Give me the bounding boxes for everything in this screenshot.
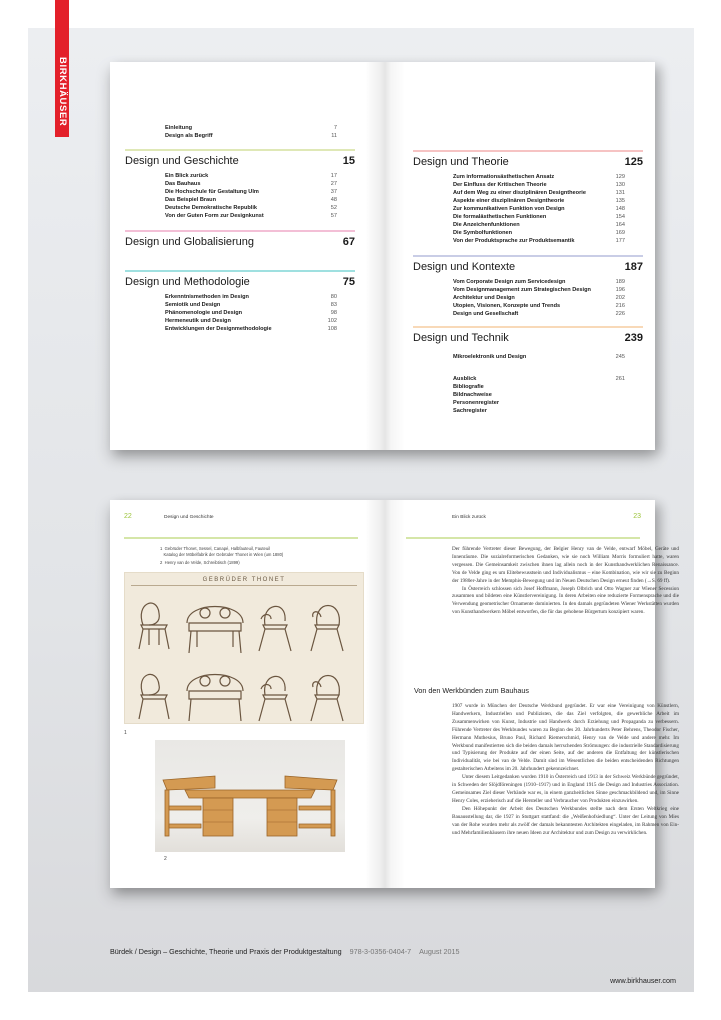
page-number-right: 23 — [633, 513, 641, 520]
toc-chapter-methodologie — [125, 270, 355, 334]
figure-number-1: 1 — [124, 730, 127, 736]
thonet-catalog-image — [124, 572, 364, 724]
toc-entry[interactable]: Von der Guten Form zur Designkunst 57 — [165, 212, 337, 219]
paragraph: Unter diesem Leitgedanken wurden 1910 in Österreich und 1913 in der Schweiz Werkbünde gegründet, in Schweden der Slöjdföreningen (1910–1917) und in England 1915 die Design and Industries Association. Gemeinsames Ziel dieser Verbände war es, in einem ganzheitlichen Sinne geschmackbildend und, im Sinne Henry Coles, erzieherisch auf die Hersteller und Verbraucher von Produkten einzuwirken. — [452, 774, 679, 804]
section-heading: Von den Werkbünden zum Bauhaus — [414, 686, 529, 695]
body-text-top — [452, 546, 679, 617]
spine-shadow — [365, 62, 405, 450]
chapter-heading[interactable]: Design und Theorie 125 — [413, 155, 643, 168]
toc-entry[interactable]: Bildnachweise — [453, 392, 492, 398]
catalog-title: GEBRÜDER THONET — [202, 577, 286, 583]
bentwood-chairs-illustration — [125, 573, 364, 724]
figure-number-2: 2 — [164, 856, 167, 862]
isbn: 978-3-0356-0404-7 — [349, 947, 412, 956]
toc-spread — [110, 62, 655, 450]
toc-entry[interactable]: Die Hochschule für Gestaltung Ulm 37 — [165, 188, 337, 195]
toc-entry[interactable]: Design und Gesellschaft 226 — [453, 310, 625, 317]
toc-entry[interactable]: Von der Produktsprache zur Produktsemantik 177 — [453, 237, 625, 244]
chapter-heading[interactable]: Design und Globalisierung 67 — [125, 235, 355, 248]
book-title: Bürdek / Design – Geschichte, Theorie und Praxis der Produktgestaltung — [110, 947, 342, 956]
toc-chapter-theorie — [413, 150, 643, 246]
spine-shadow — [365, 500, 405, 888]
body-text-bottom — [452, 703, 679, 837]
toc-chapter-geschichte — [125, 149, 355, 221]
chapter-heading[interactable]: Design und Methodologie 75 — [125, 275, 355, 288]
paragraph: In Österreich schlossen sich Josef Hoffmann, Joseph Olbrich und Otto Wagner zur Wiener Secession zusammen und bildeten eine Künstlervereinigung. In deren Arbeiten eine reduzierte Formensprache und die Verwendung geometrischer Ornamente dominierten. In den damals gegründeten Wiener Werkstätten wurden von Kunsthandwerkern Möbel entworfen, die für das gehobene Bürgertum konzipiert waren. — [452, 585, 679, 616]
toc-entry[interactable]: Auf dem Weg zu einer disziplinären Designtheorie 131 — [453, 189, 625, 196]
toc-entry[interactable]: Die Anzeichenfunktionen 164 — [453, 221, 625, 228]
running-head-left: Design und Geschichte — [164, 515, 214, 520]
toc-entry[interactable]: Erkenntnismethoden im Design 80 — [165, 293, 337, 300]
toc-entry[interactable]: Entwicklungen der Designmethodologie 108 — [165, 325, 337, 332]
toc-entry[interactable]: Sachregister — [453, 408, 487, 414]
toc-chapter-technik — [413, 326, 643, 362]
book-info — [110, 947, 460, 956]
page-number-left: 22 — [124, 513, 132, 520]
toc-entry[interactable]: Die Symbolfunktionen 169 — [453, 229, 625, 236]
header-rule — [406, 537, 640, 539]
brand-logo: BIRKHÄUSER — [57, 57, 68, 127]
toc-entry[interactable]: Vom Designmanagement zum Strategischen Design 196 — [453, 286, 625, 293]
toc-intro — [125, 125, 355, 141]
running-head-right: Ein Blick zurück — [452, 515, 486, 520]
paragraph: 1907 wurde in München der Deutsche Werkbund gegründet. Er war eine Vereinigung von Künstlern, Handwerkern, Industriellen und Publizisten, die das Ziel verfolgten, die gewerbliche Arbeit im Zusammenwirken von Kunst, Industrie und Handwerk durch Erziehung und Propaganda zu verbessern. Führende Vertreter des Werkbundes waren zu Beginn des 20. Jahrhunderts Peter Behrens, Theodor Fischer, Hermann Muthesius, Bruno Paul, Richard Riemerschmid, Henry van de Velde und andere mehr. Im Werkbund manifestierten sich die beiden damals herrschenden Strömungen: die industrielle Standardisierung und Typisierung der Produkte auf der einen Seite, auf der anderen die Entfaltung der künstlerischen Individualität, wie bei van de Velde. Damit sind im Wesentlichen die beiden entscheidenden Richtungen gestalterischen Arbeitens im 20. Jahrhundert gekennzeichnet. — [452, 703, 679, 773]
toc-entry[interactable]: Das Bauhaus 27 — [165, 180, 337, 187]
toc-entry[interactable]: Vom Corporate Design zum Servicedesign 189 — [453, 278, 625, 285]
paragraph: Der führende Vertreter dieser Bewegung, der Belgier Henry van de Velde, entwarf Möbel, Geräte und Innenräume. Die sozialreformerischen Gedanken, wie sie noch William Morris formuliert hatte, waren vergessen. Die Gemeinsamkeit zwischen ihnen lag allein noch in der Kunsthandwerklichen Renaissance. Von de Velde ging es um Elitebewusstsein und Individualismus – eine Kombination, wie wir sie zu Beginn der 1980er-Jahre in der Memphis-Bewegung und im Neuen Deutschen Design erneut finden (→S. 69 ff). — [452, 546, 679, 584]
toc-chapter-globalisierung — [125, 230, 355, 252]
toc-entry[interactable]: Phänomenologie und Design 98 — [165, 309, 337, 316]
toc-entry[interactable]: Ein Blick zurück 17 — [165, 172, 337, 179]
toc-entry[interactable]: Personenregister — [453, 400, 500, 406]
toc-entry[interactable]: Utopien, Visionen, Konzepte und Trends 216 — [453, 302, 625, 309]
publisher-link[interactable]: www.birkhauser.com — [610, 976, 676, 985]
toc-entry[interactable]: Semiotik und Design 83 — [165, 301, 337, 308]
toc-entry[interactable]: Der Einfluss der Kritischen Theorie 130 — [453, 181, 625, 188]
toc-entry[interactable]: Ausblick 261 — [453, 376, 625, 382]
toc-entry[interactable]: Die formalästhetischen Funktionen 154 — [453, 213, 625, 220]
toc-entry[interactable]: Einleitung 7 — [165, 125, 337, 131]
toc-entry[interactable]: Architektur und Design 202 — [453, 294, 625, 301]
chapter-heading[interactable]: Design und Geschichte 15 — [125, 154, 355, 167]
toc-chapter-kontexte — [413, 255, 643, 319]
chapter-heading[interactable]: Design und Technik 239 — [413, 331, 643, 344]
toc-entry[interactable]: Hermeneutik und Design 102 — [165, 317, 337, 324]
desk-illustration — [155, 740, 345, 852]
chapter-heading[interactable]: Design und Kontexte 187 — [413, 260, 643, 273]
toc-entry[interactable]: Zum informationsästhetischen Ansatz 129 — [453, 173, 625, 180]
van-de-velde-desk-image — [155, 740, 345, 852]
toc-entry[interactable]: Das Beispiel Braun 48 — [165, 196, 337, 203]
figure-caption-2: 2 Henry van de Velde, Schreibtisch (1899) — [160, 560, 240, 565]
figure-caption-1: 1 Gebrüder Thonet, Sessel, Canapé, Halbfauteuil, Fauteuil Katalog der Möbelfabrik der Gebrüder Thonet in Wien (um 1880) — [160, 546, 284, 557]
toc-entry[interactable]: Mikroelektronik und Design 245 — [453, 353, 625, 360]
text-spread — [110, 500, 679, 888]
toc-entry[interactable]: Zur kommunikativen Funktion von Design 148 — [453, 205, 625, 212]
toc-appendix — [413, 376, 643, 416]
toc-entry[interactable]: Aspekte einer disziplinären Designtheorie 135 — [453, 197, 625, 204]
toc-entry[interactable]: Deutsche Demokratische Republik 52 — [165, 204, 337, 211]
header-rule — [124, 537, 358, 539]
toc-entry[interactable]: Bibliografie — [453, 384, 484, 390]
toc-entry[interactable]: Design als Begriff 11 — [165, 133, 337, 139]
publication-date: August 2015 — [419, 947, 460, 956]
paragraph: Den Höhepunkt der Arbeit des Deutschen Werkbundes stellte nach dem Ersten Weltkrieg eine Bauausstellung dar, die 1927 in Stuttgart stattfand: die „Weißenhofsiedlung“. Unter der Leitung von Mies van der Rohe wurden mehr als zwölf der damals bekanntesten Architekten eingeladen, im Rahmen von Ein- und Mehrfamilienhäusern ihre neuen Ideen zur Architektur und zum Design zu verwirklichen. — [452, 805, 679, 836]
